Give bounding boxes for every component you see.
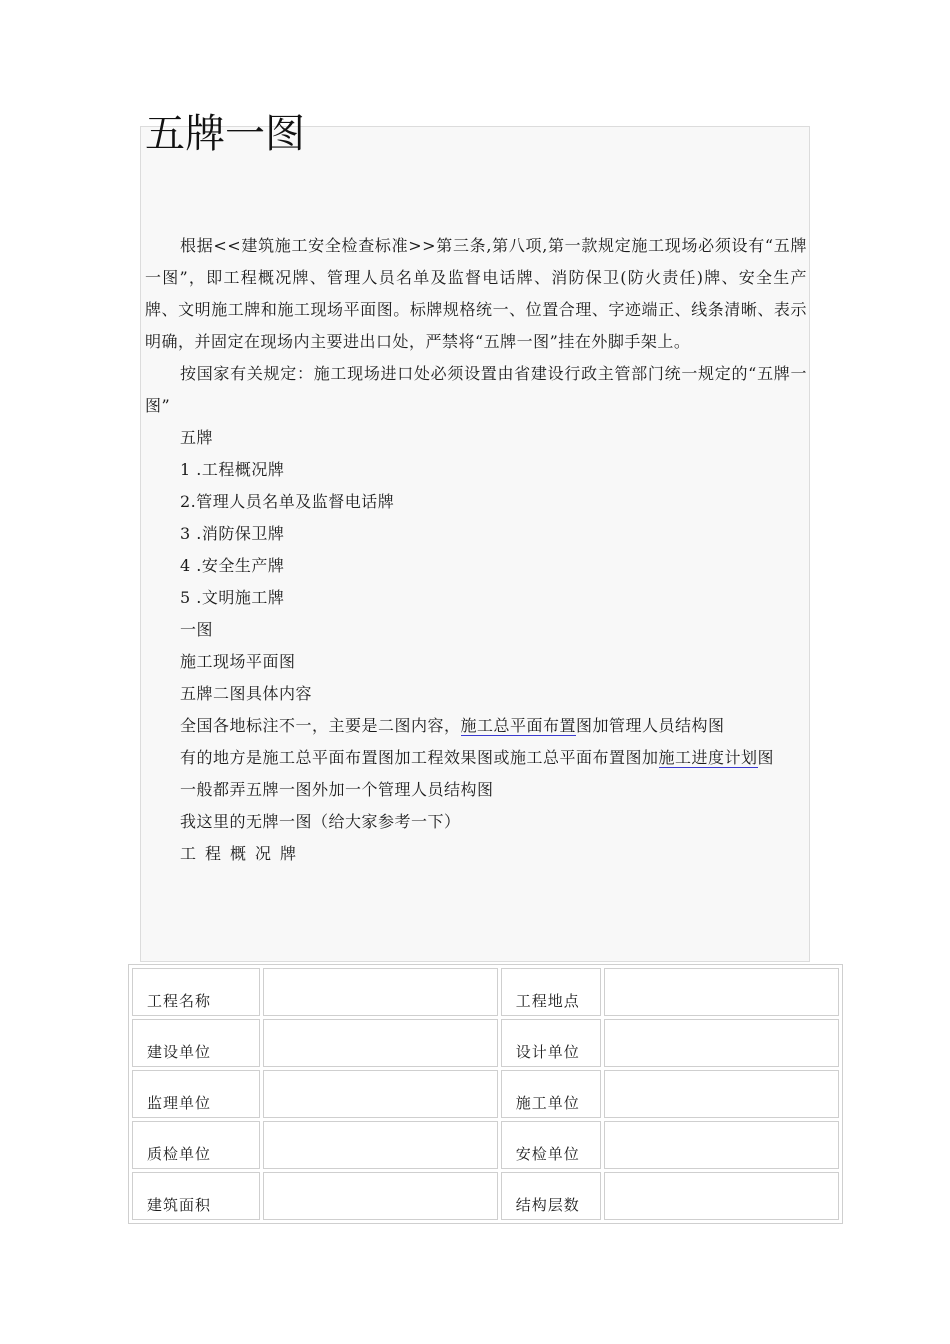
paragraph-alternative (145, 742, 807, 774)
list-item: 4 .安全生产牌 (180, 556, 285, 575)
text-span: 全国各地标注不一，主要是二图内容， (180, 716, 461, 735)
value-cell (604, 1070, 839, 1118)
paragraph-common: 一般都弄五牌一图外加一个管理人员结构图 (180, 780, 494, 799)
project-overview-table (128, 964, 843, 1224)
schedule-plan-link[interactable]: 施工进度计划 (658, 748, 758, 767)
label-cell: 建筑面积 (132, 1172, 260, 1220)
text-span: 图加管理人员结构图 (576, 716, 725, 735)
article-body (145, 230, 807, 870)
value-cell (263, 1121, 498, 1169)
paragraph-regulation: 根据<<建筑施工安全检查标准>>第三条,第八项,第一款规定施工现场必须设有“五牌一图”，即工程概况牌、管理人员名单及监督电话牌、消防保卫(防火责任)牌、安全生产牌、文明施工牌和施工现场平面图。标牌规格统一、位置合理、字迹端正、线条清晰、表示明确，并固定在现场内主要进出口处，严禁将“五牌一图”挂在外脚手架上。 (145, 236, 807, 351)
list-item: 2.管理人员名单及监督电话牌 (180, 492, 395, 511)
label-cell: 施工单位 (501, 1070, 602, 1118)
text-span: 图 (757, 748, 775, 767)
table-row (132, 1172, 839, 1220)
value-cell (604, 968, 839, 1016)
label-cell: 建设单位 (132, 1019, 260, 1067)
five-boards-heading: 五牌 (180, 428, 214, 447)
label-cell: 安检单位 (501, 1121, 602, 1169)
table-row (132, 1121, 839, 1169)
text-span: 有的地方是施工总平面布置图加工程效果图或施工总平面布置图加 (180, 748, 659, 767)
table-row (132, 968, 839, 1016)
paragraph-reference: 我这里的无牌一图（给大家参考一下） (180, 812, 461, 831)
label-cell: 设计单位 (501, 1019, 602, 1067)
list-item: 5 .文明施工牌 (180, 588, 285, 607)
value-cell (263, 1070, 498, 1118)
label-cell: 监理单位 (132, 1070, 260, 1118)
list-item: 施工现场平面图 (180, 652, 296, 671)
list-item: 1 .工程概况牌 (180, 460, 285, 479)
label-cell: 工程地点 (501, 968, 602, 1016)
content-heading: 五牌二图具体内容 (180, 684, 313, 703)
value-cell (604, 1172, 839, 1220)
paragraph-national-rule: 按国家有关规定：施工现场进口处必须设置由省建设行政主管部门统一规定的“五牌一图” (145, 364, 807, 415)
one-map-heading: 一图 (180, 620, 214, 639)
list-item: 3 .消防保卫牌 (180, 524, 285, 543)
paragraph-regional (145, 710, 807, 742)
site-layout-link[interactable]: 施工总平面布置 (460, 716, 577, 735)
value-cell (263, 1172, 498, 1220)
page-title: 五牌一图 (145, 111, 305, 157)
label-cell: 工程名称 (132, 968, 260, 1016)
value-cell (263, 1019, 498, 1067)
value-cell (604, 1121, 839, 1169)
table-row (132, 1019, 839, 1067)
label-cell: 质检单位 (132, 1121, 260, 1169)
value-cell (604, 1019, 839, 1067)
table-row (132, 1070, 839, 1118)
value-cell (263, 968, 498, 1016)
sign-heading: 工程概况牌 (180, 844, 306, 863)
label-cell: 结构层数 (501, 1172, 602, 1220)
